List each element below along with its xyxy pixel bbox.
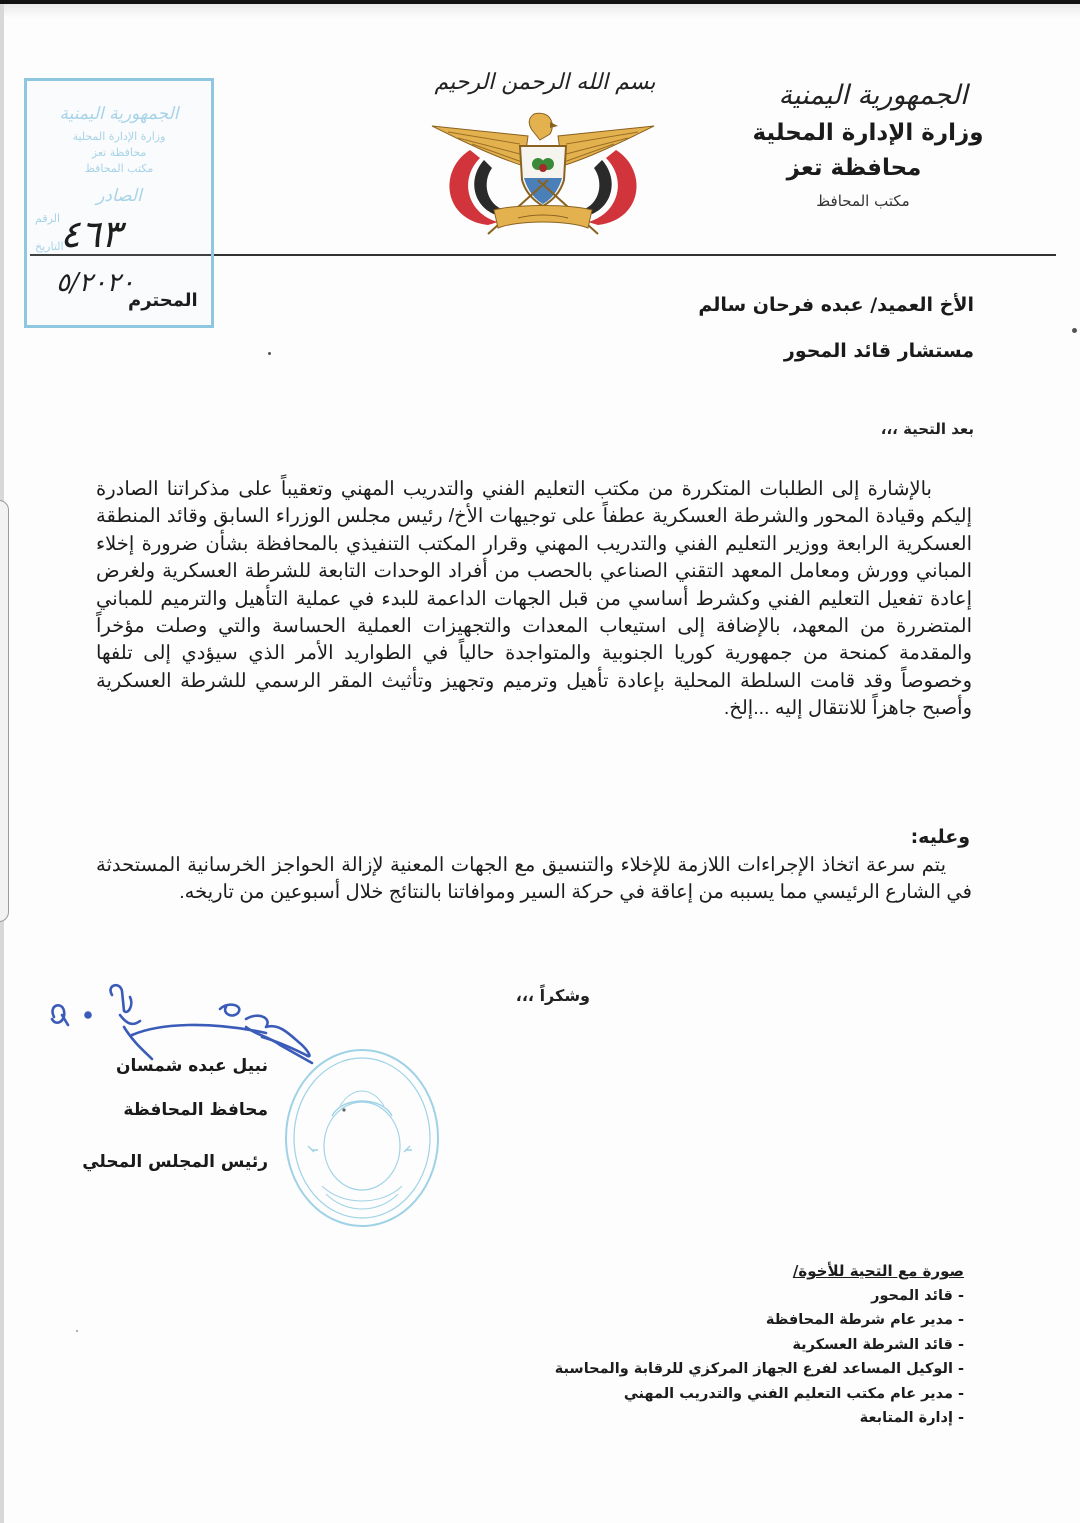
scan-speck: [76, 1330, 78, 1332]
cc-item: - مدير عام مكتب التعليم الفني والتدريب المهني: [623, 1385, 964, 1402]
body-paragraph-2-text: يتم سرعة اتخاذ الإجراءات اللازمة للإخلاء والتنسيق مع الجهات المعنية لإزالة الحواجز الخرسانية المستحدثة في الشارع الرئيسي مما يسببه من إعاقة في حركة السير وموافاتنا بالنتائج خلال أسبوعين من تاريخه.: [96, 854, 972, 904]
addressee-title: مستشار قائد المحور: [783, 340, 974, 362]
stamp-line: مكتب المحافظ: [84, 162, 154, 175]
stamp-line: وزارة الإدارة المحلية: [72, 130, 166, 143]
governorate-name: محافظة تعز: [786, 155, 922, 181]
scan-top-shadow: [0, 4, 1080, 18]
addressee-name: الأخ العميد/ عبده فرحان سالم: [698, 294, 974, 316]
registry-number: ٤٦٣: [60, 212, 122, 256]
cc-item: - قائد الشرطة العسكرية: [792, 1336, 964, 1353]
greeting: بعد التحية ،،،: [880, 420, 974, 438]
signatory-title: محافظ المحافظة: [123, 1100, 268, 1120]
ministry-name: وزارة الإدارة المحلية: [752, 120, 984, 146]
respected-label: المحترم: [128, 290, 198, 311]
body-paragraph-1: [96, 476, 972, 826]
letterhead: [738, 76, 998, 216]
body-paragraph-2: [96, 852, 972, 952]
yemen-eagle-emblem-icon: [428, 110, 658, 240]
stamp-line: الصادر: [96, 186, 142, 206]
cc-item: - قائد المحور: [871, 1288, 964, 1304]
scan-side-bracket: [0, 500, 9, 922]
stamp-line: الجمهورية اليمنية: [59, 104, 179, 124]
cc-title: صورة مع التحية للأخوة/: [792, 1262, 964, 1280]
cc-item: - مدير عام شرطة المحافظة: [765, 1312, 964, 1329]
body-paragraph-1-text: بالإشارة إلى الطلبات المتكررة من مكتب التعليم الفني والتدريب المهني وتعقيباً على مذكراتنا الصادرة إليكم وقيادة المحور والشرطة العسكرية عطفاً على توجيهات الأخ/ رئيس مجلس الوزراء السابق وقائد المنطقة العسكرية الرابعة ووزير التعليم الفني والتدريب المهني وقرار المكتب التنفيذي بالمحافظة بشأن ضرورة إخلاء المباني وورش ومعامل المعهد التقني الصناعي بالحصب من أفراد الوحدات التابعة للشرطة العسكرية ولغرض إعادة تفعيل التعليم الفني وكشرط أساسي من قبل الجهات الداعمة للبدء في عملية التأهيل والترميم للمباني المتضررة من المعهد، بالإضافة إلى استيعاب المعدات والتجهيزات العملية الحساسة والتي وصلت مؤخراً والمقدمة كمنحة من جمهورية كوريا الجنوبية والمتواجدة حالياً في الطواريد الأمر الذي سيؤدي إلى تلفها وخصوصاً وقد قامت السلطة المحلية بإعادة تأهيل وترميم وتجهيز وتأثيث المقر الرسمي للشرطة العسكرية وأصبح جاهزاً للانتقال إليه ...إلخ.: [96, 478, 972, 720]
basmala: بسم الله الرحمن الرحيم: [434, 70, 656, 95]
official-seal-icon: [282, 1046, 442, 1231]
signatory-council-title: رئيس المجلس المحلي: [82, 1152, 268, 1172]
stamp-line: التاريخ: [35, 240, 64, 253]
cc-block: [555, 1258, 964, 1430]
registry-date: ٥/٢٠٢٠: [56, 268, 135, 298]
thanks: وشكراً ،،،: [515, 986, 590, 1005]
cc-item: - إدارة المتابعة: [859, 1410, 964, 1427]
signatory-name: نبيل عبده شمسان: [116, 1056, 268, 1076]
office-name: مكتب المحافظ: [816, 192, 910, 210]
scan-speck: [1072, 328, 1077, 333]
therefore-label: وعليه:: [910, 826, 970, 848]
cc-item: - الوكيل المساعد لفرع الجهاز المركزي للرقابة والمحاسبة: [554, 1361, 964, 1378]
republic-name: الجمهورية اليمنية: [778, 80, 968, 111]
stamp-line: محافظة تعز: [91, 146, 147, 159]
scan-speck: [268, 352, 271, 355]
stamp-line: الرقم: [35, 212, 61, 225]
